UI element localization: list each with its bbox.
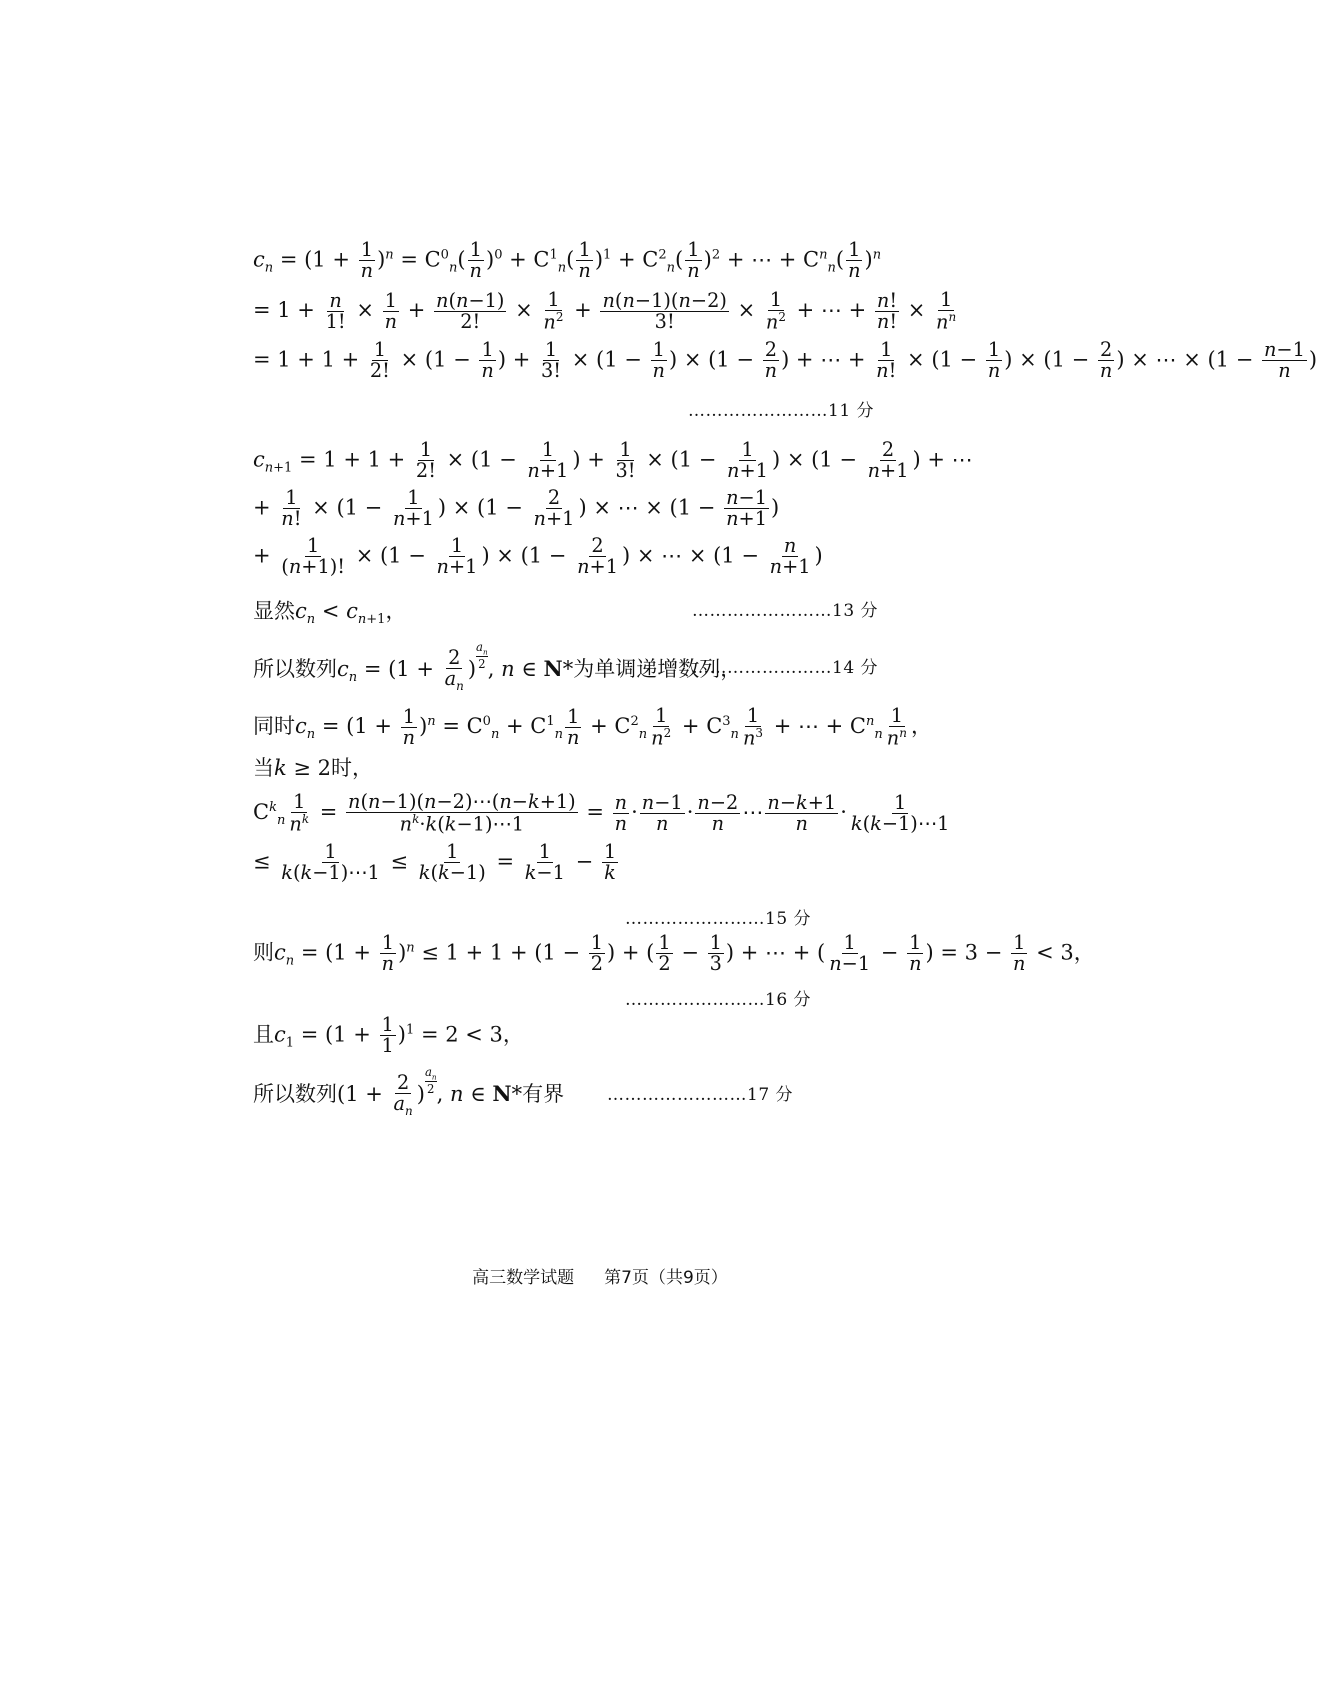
score-11: ……………………11 分 [688, 401, 875, 421]
score-17: ……………………17 分 [607, 1085, 794, 1105]
equation-cn1-line2: + $\frac{1}{n!}$ × (1 − $\frac{1}{n+1}$ ) × (1 − $\frac{2}{n+1}$ ) × ⋯ × (1 − $\frac{n-1}{n+1}$ ) [253, 486, 780, 531]
equation-cn1-line1: $c_{n+1} = 1 + 1$ + $\frac{1}{2!}$ × (1 − $\frac{1}{n+1}$ ) + $\frac{1}{3!}$ × (1 − $\frac{1}{n+1}$ ) × (1 − $\frac{2}{n+1}$ ) + ⋯ [253, 438, 973, 483]
equation-cn-product: = 1 + 1 + $\frac{1}{2!}$ × (1 − $\frac{1}{n}$ ) + $\frac{1}{3!}$ × (1 − $\frac{1}{n}$ ) × (1 − $\frac{2}{n}$ ) + ⋯ + $\frac{1}{n!}$ × (1 − $\frac{1}{n}$ ) × (1 − $\frac{2}{n}$ ) × ⋯ × (1 − $\frac{n-1}{n}$ ) [253, 338, 1317, 383]
so-bounded-suffix: 有界 [522, 1081, 565, 1106]
equation-cn-upper-bound: 则$c_n = (1$ + $\frac{1}{n}$ )$^n$ ≤ 1 + 1 + (1 − $\frac{1}{2}$ ) + ( $\frac{1}{2}$ − $\frac{1}{3}$ ) + ⋯ + ( $\frac{1}{n-1}$ − $\frac{1}{n}$ ) = 3 − $\frac{1}{n}$ < 3， [253, 931, 1095, 976]
equation-ck-bound: $C^k_n$ $\frac{1}{n^k}$ = $\frac{n(n-1)(n-2)\cdots(n-k+1)}{n^k\cdot k(k-1)\cdots 1}$ = $\frac{n}{n}$ · $\frac{n-1}{n}$ · $\frac{n-2}{n}$ ⋯ $\frac{n-k+1}{n}$ · $\frac{1}{k(k-1)\cdots 1}$ [253, 790, 950, 836]
equation-cn-expanded: = 1 + $\frac{n}{1!}$ × $\frac{1}{n}$ + $\frac{n(n-1)}{2!}$ × $\frac{1}{n^2}$ + $\frac{n(n-1)(n-2)}{3!}$ × $\frac{1}{n^2}$ + ⋯ + $\frac{n!}{n!}$ × $\frac{1}{n^n}$ [253, 288, 957, 334]
so-bounded-prefix: 所以数列 [253, 1081, 337, 1106]
statement-bounded: 所以数列(1 + $\frac{2}{a_n}$ ) $^{\frac{a_n}{2}}$ , n ∈ N*有界 [253, 1065, 565, 1119]
score-16: ……………………16 分 [625, 990, 812, 1010]
statement-meanwhile: 同时$c_n = (1$ + $\frac{1}{n}$ )$^n = C^0_n + C^1_n$ $\frac{1}{n}$ + $C^2_n$ $\frac{1}{n^2}$ + $C^3_n$ $\frac{1}{n^3}$ + ⋯ + $C^n_n$ $\frac{1}{n^n}$ ， [253, 704, 932, 750]
equation-c1: 且$c_1 = (1$ + $\frac{1}{1}$ )$^1$ = 2 < 3， [253, 1013, 524, 1058]
then-text: 则 [253, 940, 274, 965]
score-14: ……………………14 分 [692, 658, 879, 678]
meanwhile-text: 同时 [253, 713, 295, 738]
statement-when-k: 当k ≥ 2时， [253, 756, 374, 780]
equation-cn-binomial: $c_n = (1$ + $\frac{1}{n}$ )$^n = C^0_n$( $\frac{1}{n}$ )$^0 + C^1_n$( $\frac{1}{n}$ )$^1 + C^2_n$( $\frac{1}{n}$ )$^2$ + ⋯ + $C^n_n$( $\frac{1}{n}$ )$^n$ [253, 238, 882, 283]
statement-cn-less: 显然$c_n < c_{n+1}$， [253, 599, 407, 628]
when-text: 当 [253, 756, 274, 780]
statement-monotone: 所以数列$c_n = (1$ + $\frac{2}{a_n}$ ) $^{\frac{a_n}{2}}$ , n ∈ N*为单调递增数列， [253, 640, 742, 694]
so-monotone-suffix: 为单调递增数列， [573, 656, 742, 681]
and-text: 且 [253, 1022, 274, 1047]
so-monotone-prefix: 所以数列 [253, 656, 337, 681]
page-footer [0, 1263, 1200, 1288]
score-13: ……………………13 分 [692, 601, 879, 621]
footer-page-info: 第7页（共9页） [604, 1268, 728, 1288]
when-suffix: 时， [331, 756, 374, 780]
equation-ck-telescoping: ≤ $\frac{1}{k(k-1)\cdots 1}$ ≤ $\frac{1}{k(k-1)}$ = $\frac{1}{k-1}$ − $\frac{1}{k}$ [253, 840, 617, 885]
equation-cn1-line3: + $\frac{1}{(n+1)!}$ × (1 − $\frac{1}{n+1}$ ) × (1 − $\frac{2}{n+1}$ ) × ⋯ × (1 − $\frac{n}{n+1}$ ) [253, 534, 823, 579]
score-15: ……………………15 分 [625, 909, 812, 929]
footer-title: 高三数学试题 [472, 1268, 575, 1288]
obviously-text: 显然 [253, 599, 295, 623]
